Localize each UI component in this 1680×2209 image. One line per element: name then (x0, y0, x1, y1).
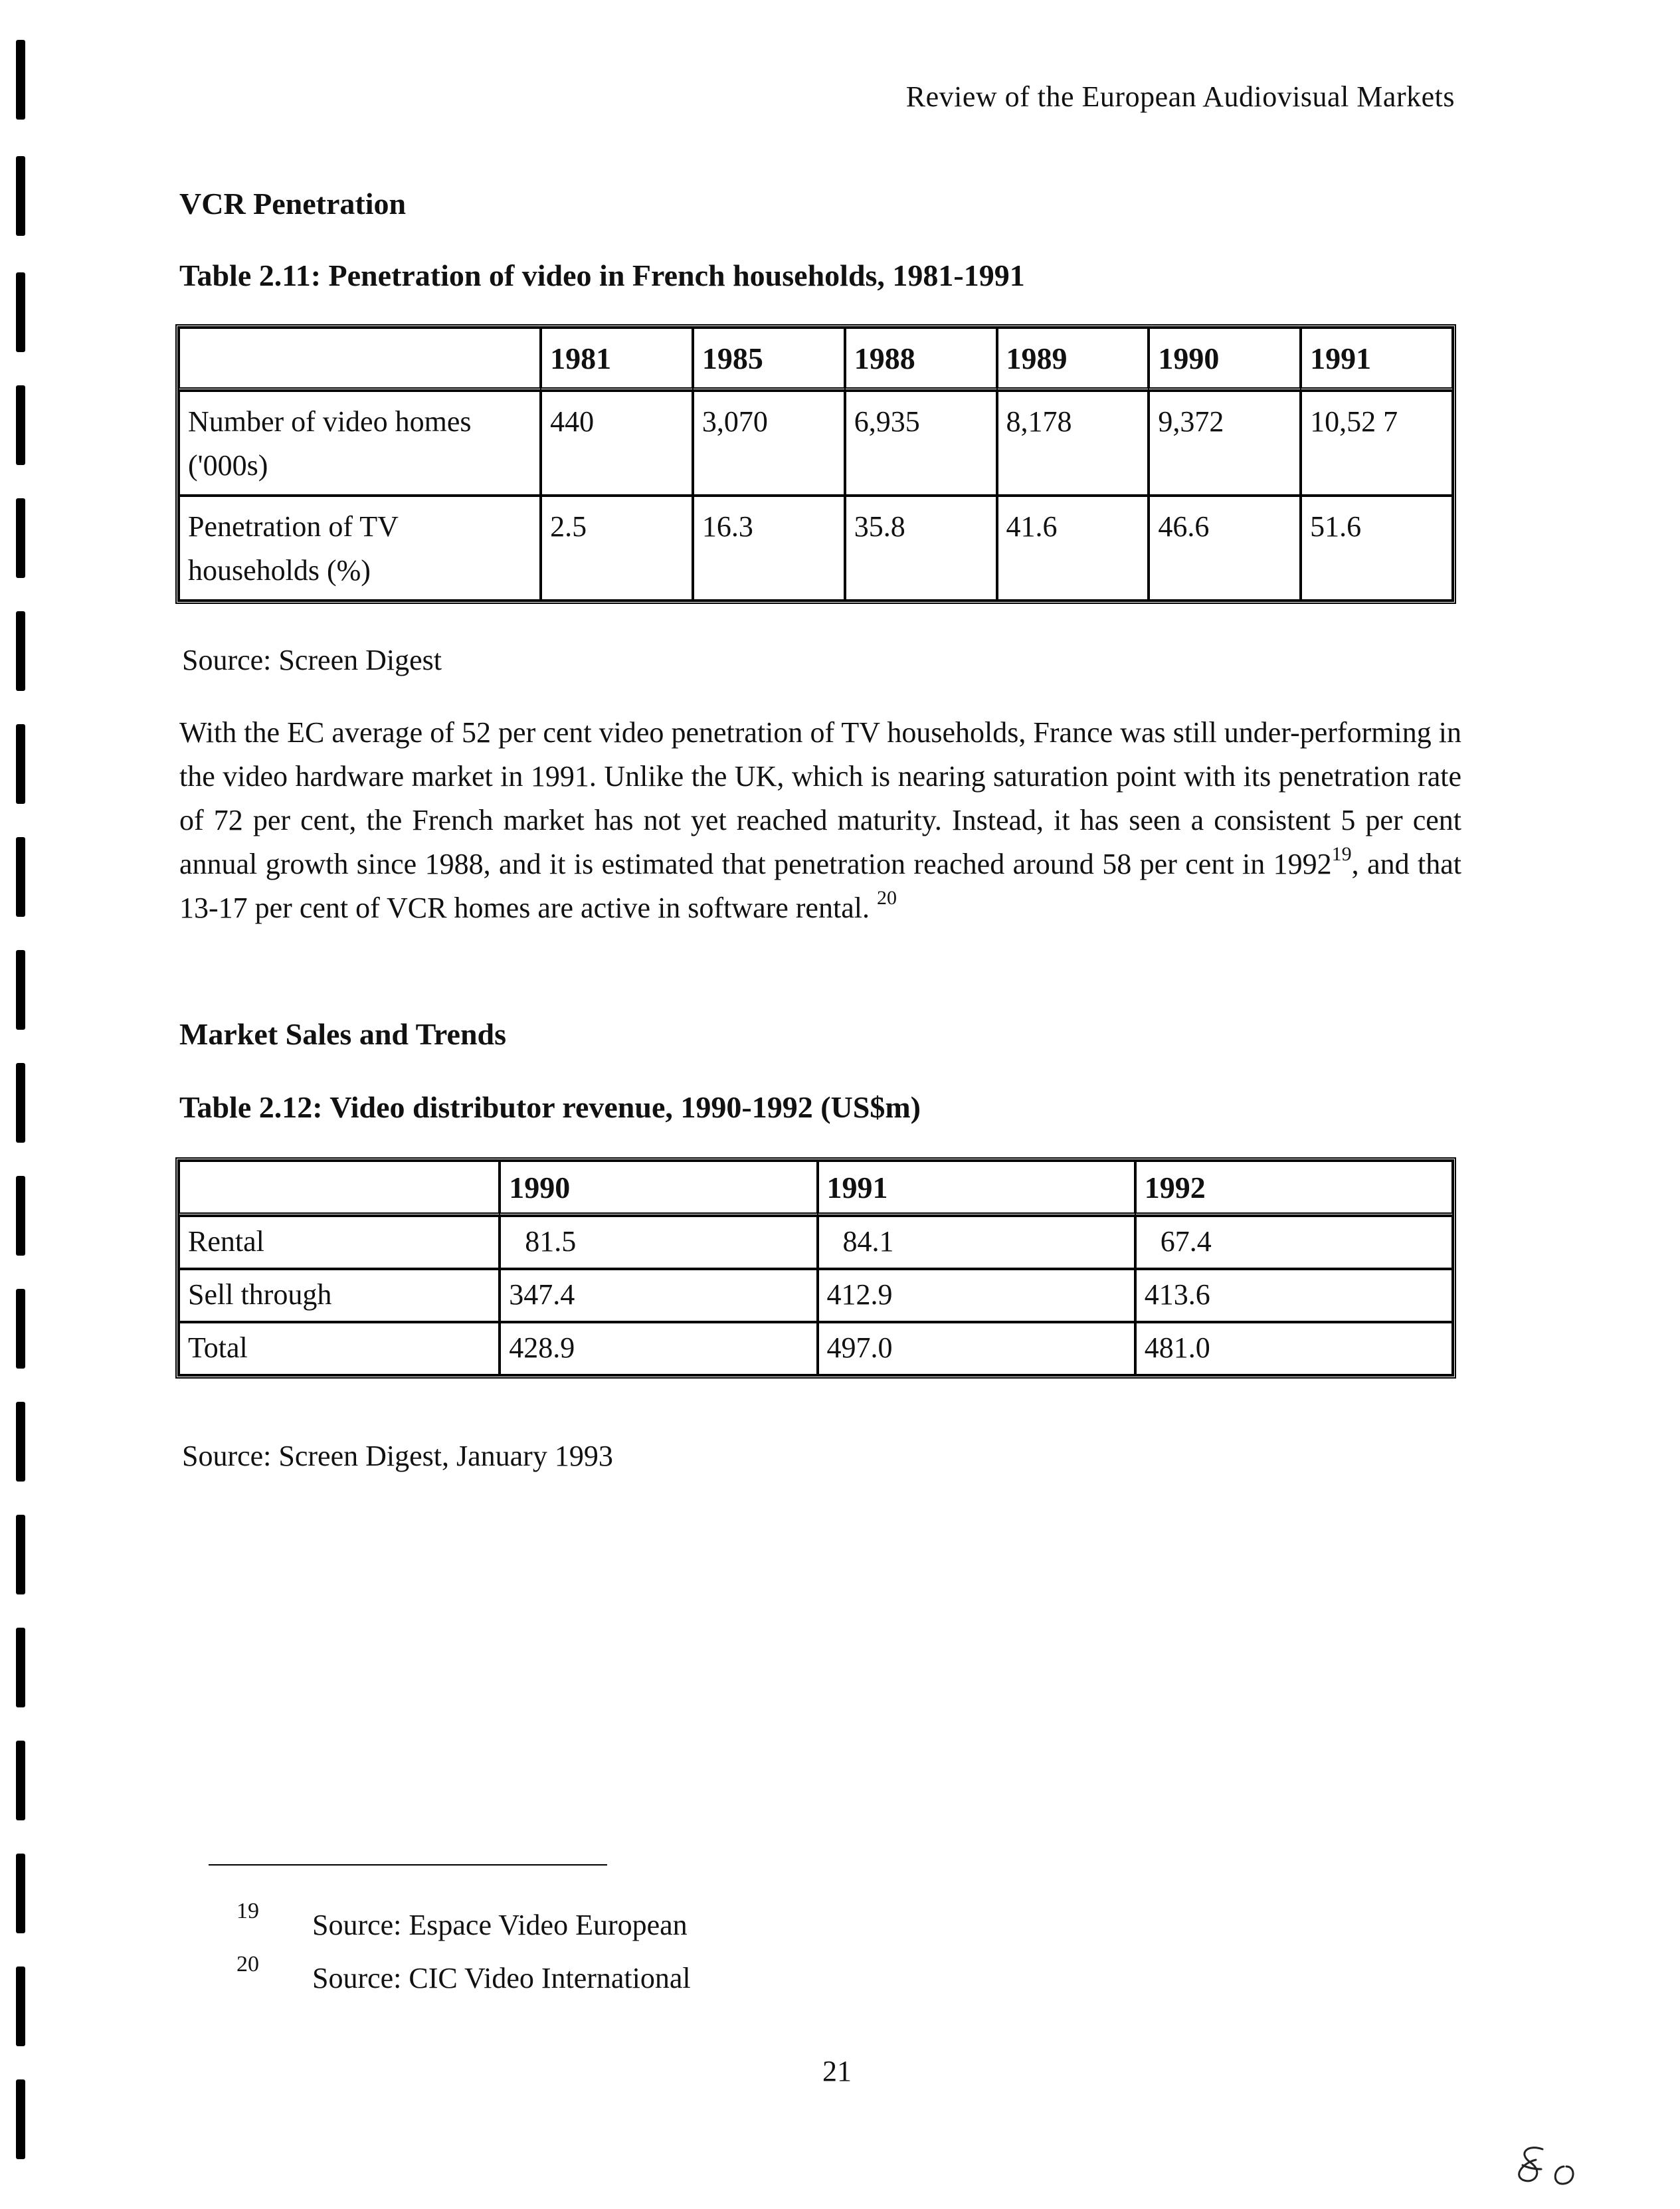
row-label: Total (179, 1322, 500, 1375)
table-header-row (179, 328, 1453, 391)
table-cell: 413.6 (1135, 1269, 1453, 1322)
table-title-2-11: Table 2.11: Penetration of video in French households, 1981-1991 (179, 258, 1025, 292)
table-2-12 (175, 1157, 1456, 1379)
table-cell: 8,178 (997, 391, 1149, 496)
header-cell: 1992 (1135, 1161, 1453, 1216)
table-cell: 51.6 (1301, 496, 1453, 601)
table-title-2-12: Table 2.12: Video distributor revenue, 1990-1992 (US$m) (179, 1090, 921, 1124)
table-cell: 2.5 (541, 496, 693, 601)
footnote-number: 20 (236, 1952, 259, 1976)
table-cell: 3,070 (693, 391, 845, 496)
table-cell: 440 (541, 391, 693, 496)
footnote-rule (209, 1864, 607, 1866)
table-cell: 347.4 (500, 1269, 817, 1322)
footnote-ref: 20 (876, 887, 897, 910)
binding-mark (16, 837, 25, 917)
table-cell: 35.8 (845, 496, 997, 601)
header-cell: 1988 (845, 328, 997, 391)
section-heading-vcr: VCR Penetration (179, 187, 407, 221)
body-paragraph (179, 711, 1461, 930)
binding-mark (16, 1967, 25, 2046)
footnote-ref: 19 (1331, 843, 1352, 866)
handwritten-annotation (1508, 2136, 1594, 2202)
binding-holes (12, 40, 29, 2192)
table-header-row (179, 1161, 1453, 1216)
table-cell: 428.9 (500, 1322, 817, 1375)
table-row (179, 1269, 1453, 1322)
binding-mark (16, 40, 25, 120)
table-cell: 481.0 (1135, 1322, 1453, 1375)
header-cell: 1989 (997, 328, 1149, 391)
running-head: Review of the European Audiovisual Markets (905, 80, 1455, 113)
header-cell: 1981 (541, 328, 693, 391)
section-heading-market: Market Sales and Trends (179, 1017, 507, 1051)
binding-mark (16, 1628, 25, 1707)
table-row (179, 1322, 1453, 1375)
header-cell (179, 328, 541, 391)
header-cell: 1990 (1149, 328, 1301, 391)
table-cell: 16.3 (693, 496, 845, 601)
binding-mark (16, 1854, 25, 1933)
binding-mark (16, 1063, 25, 1143)
table-row (179, 391, 1453, 496)
header-cell: 1991 (818, 1161, 1135, 1216)
row-label: Sell through (179, 1269, 500, 1322)
table-row (179, 1216, 1453, 1269)
table-cell: 41.6 (997, 496, 1149, 601)
binding-mark (16, 2079, 25, 2159)
footnote-number: 19 (236, 1899, 259, 1923)
binding-mark (16, 1402, 25, 1482)
table-cell: 10,52 7 (1301, 391, 1453, 496)
source-note-2-11: Source: Screen Digest (182, 644, 442, 676)
header-cell: 1990 (500, 1161, 817, 1216)
row-label: Rental (179, 1216, 500, 1269)
binding-mark (16, 498, 25, 578)
row-label: Penetration of TV households (%) (179, 496, 541, 601)
table-row (179, 496, 1453, 601)
source-note-2-12: Source: Screen Digest, January 1993 (182, 1440, 613, 1472)
header-cell (179, 1161, 500, 1216)
binding-mark (16, 1741, 25, 1820)
binding-mark (16, 156, 25, 236)
binding-mark (16, 272, 25, 352)
table-cell: 67.4 (1135, 1216, 1453, 1269)
table-2-11 (175, 324, 1456, 604)
footnote-text: Source: Espace Video European (312, 1909, 688, 1941)
row-label: Number of video homes ('000s) (179, 391, 541, 496)
binding-mark (16, 950, 25, 1030)
table-cell: 9,372 (1149, 391, 1301, 496)
table-cell: 6,935 (845, 391, 997, 496)
binding-mark (16, 1176, 25, 1256)
table-cell: 412.9 (818, 1269, 1135, 1322)
binding-mark (16, 385, 25, 465)
binding-mark (16, 1515, 25, 1594)
table-cell: 81.5 (500, 1216, 817, 1269)
binding-mark (16, 611, 25, 691)
table-cell: 46.6 (1149, 496, 1301, 601)
header-cell: 1985 (693, 328, 845, 391)
table-cell: 84.1 (818, 1216, 1135, 1269)
page-number: 21 (822, 2055, 852, 2087)
binding-mark (16, 1289, 25, 1369)
binding-mark (16, 724, 25, 804)
header-cell: 1991 (1301, 328, 1453, 391)
footnote-text: Source: CIC Video International (312, 1962, 691, 1994)
paragraph-text: With the EC average of 52 per cent video penetration of TV households, France was still under-performing in the video hardware market in 1991. Unlike the UK, which is nearing saturation point with its penetration rate of 72 per cent, the French market has not yet reached maturity. Instead, it has seen a consistent 5 per cent annual growth since 1988, and it is estimated that penetration reached around 58 per cent in 1992 (179, 716, 1461, 880)
table-cell: 497.0 (818, 1322, 1135, 1375)
paragraph-text: , and that 13-17 per cent of VCR homes are active in software rental. (179, 848, 1462, 924)
